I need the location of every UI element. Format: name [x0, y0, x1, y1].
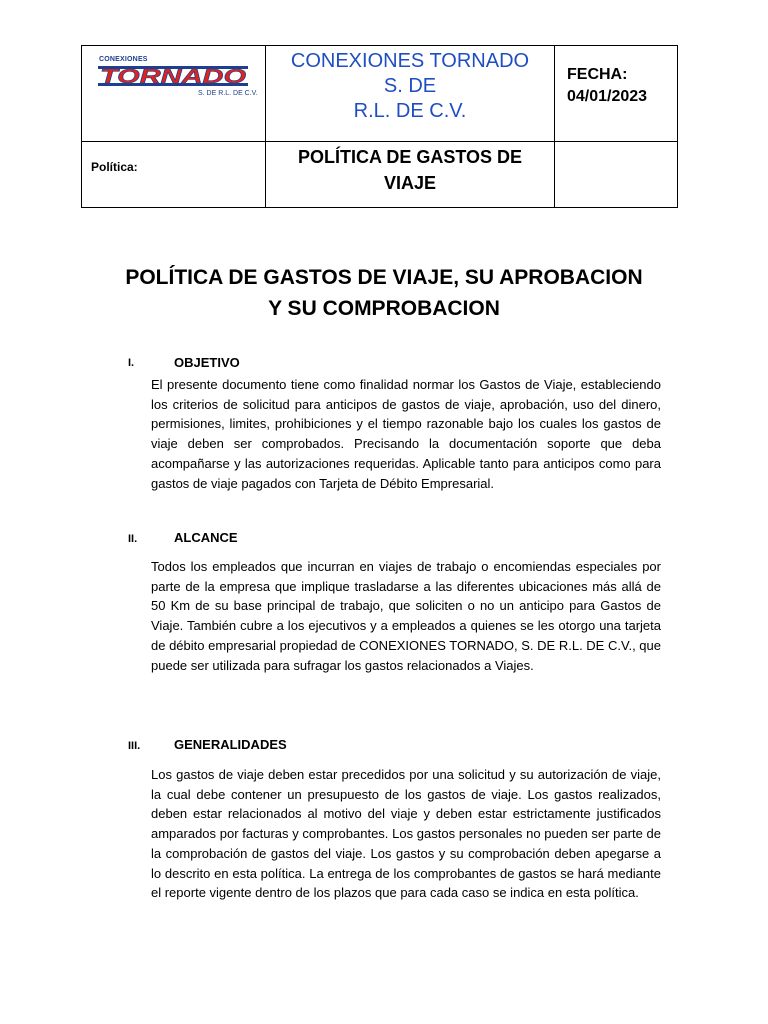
- date-label: FECHA:: [567, 66, 628, 83]
- policy-name: [265, 144, 555, 196]
- policy-name-line: VIAJE: [383, 173, 437, 193]
- document-header-table: [81, 45, 678, 208]
- date-value: 04/01/2023: [567, 88, 648, 105]
- section-number: I.: [128, 357, 135, 369]
- section-heading-generalidades: GENERALIDADES: [174, 737, 287, 752]
- section-number: II.: [128, 533, 138, 545]
- logo-sub-text: S. DE R.L. DE C.V.: [198, 90, 258, 97]
- section-heading-objetivo: OBJETIVO: [174, 355, 240, 370]
- section-heading-alcance: ALCANCE: [174, 530, 238, 545]
- company-logo: [94, 56, 258, 104]
- document-title: [81, 262, 687, 324]
- section-text-alcance: Todos los empleados que incurran en viajes de trabajo o encomiendas especiales por parte de la empresa que implique trasladarse a las diferentes ubicaciones más allá de 50 Km de su base principal de trabajo, que soliciten o no un anticipo para Gastos de Viaje. También cubre a los ejecutivos y a empleados a quienes se les otorgo una tarjeta de débito empresarial propiedad de CONEXIONES TORNADO, S. DE R.L. DE C.V., que puede ser utilizada para sufragar los gastos relacionados a Viajes.: [151, 559, 661, 673]
- section-text-objetivo: El presente documento tiene como finalidad normar los Gastos de Viaje, estableciendo los criterios de solicitud para anticipos de gastos de viaje, aprobación, uso del dinero, permisiones, limites, prohibiciones y el tiempo razonable bajo los cuales los gastos de viaje deben ser comprobados. Precisando la documentación soporte que deba acompañarse y las autorizaciones requeridas. Aplicable tanto para anticipos como para gastos de viaje pagados con Tarjeta de Débito Empresarial.: [151, 377, 661, 491]
- header-divider: [82, 141, 677, 142]
- policy-name-line: POLÍTICA DE GASTOS DE: [297, 147, 523, 167]
- company-name: [265, 49, 555, 124]
- section-text-generalidades: Los gastos de viaje deben estar precedidos por una solicitud y su autorización de viaje, la cual debe contener un presupuesto de los gastos de viaje. Los gastos realizados, deben estar relacionados al motivo del viaje y deben estar estrictamente justificados amparados por facturas y comprobantes. Los gastos personales no pueden ser parte de la comprobación de gastos del viaje. Los gastos y su comprobación deben apegarse a lo descrito en esta política. La entrega de los comprobantes de gastos se hará mediante el reporte vigente dentro de los plazos que para cada caso se indica en esta política.: [151, 767, 661, 901]
- logo-brand-text: TORNADO: [100, 66, 247, 88]
- company-name-line: R.L. DE C.V.: [353, 100, 467, 122]
- document-title-line: POLÍTICA DE GASTOS DE VIAJE, SU APROBACION: [125, 266, 643, 289]
- document-title-line: Y SU COMPROBACION: [268, 297, 500, 320]
- logo-wordmark: [98, 63, 248, 89]
- date-block: [567, 64, 647, 108]
- company-name-line: S. DE: [383, 75, 437, 97]
- logo-top-text: CONEXIONES: [99, 56, 148, 63]
- policy-label: Política:: [91, 160, 138, 174]
- company-name-line: CONEXIONES TORNADO: [290, 50, 530, 72]
- section-number: III.: [128, 740, 141, 752]
